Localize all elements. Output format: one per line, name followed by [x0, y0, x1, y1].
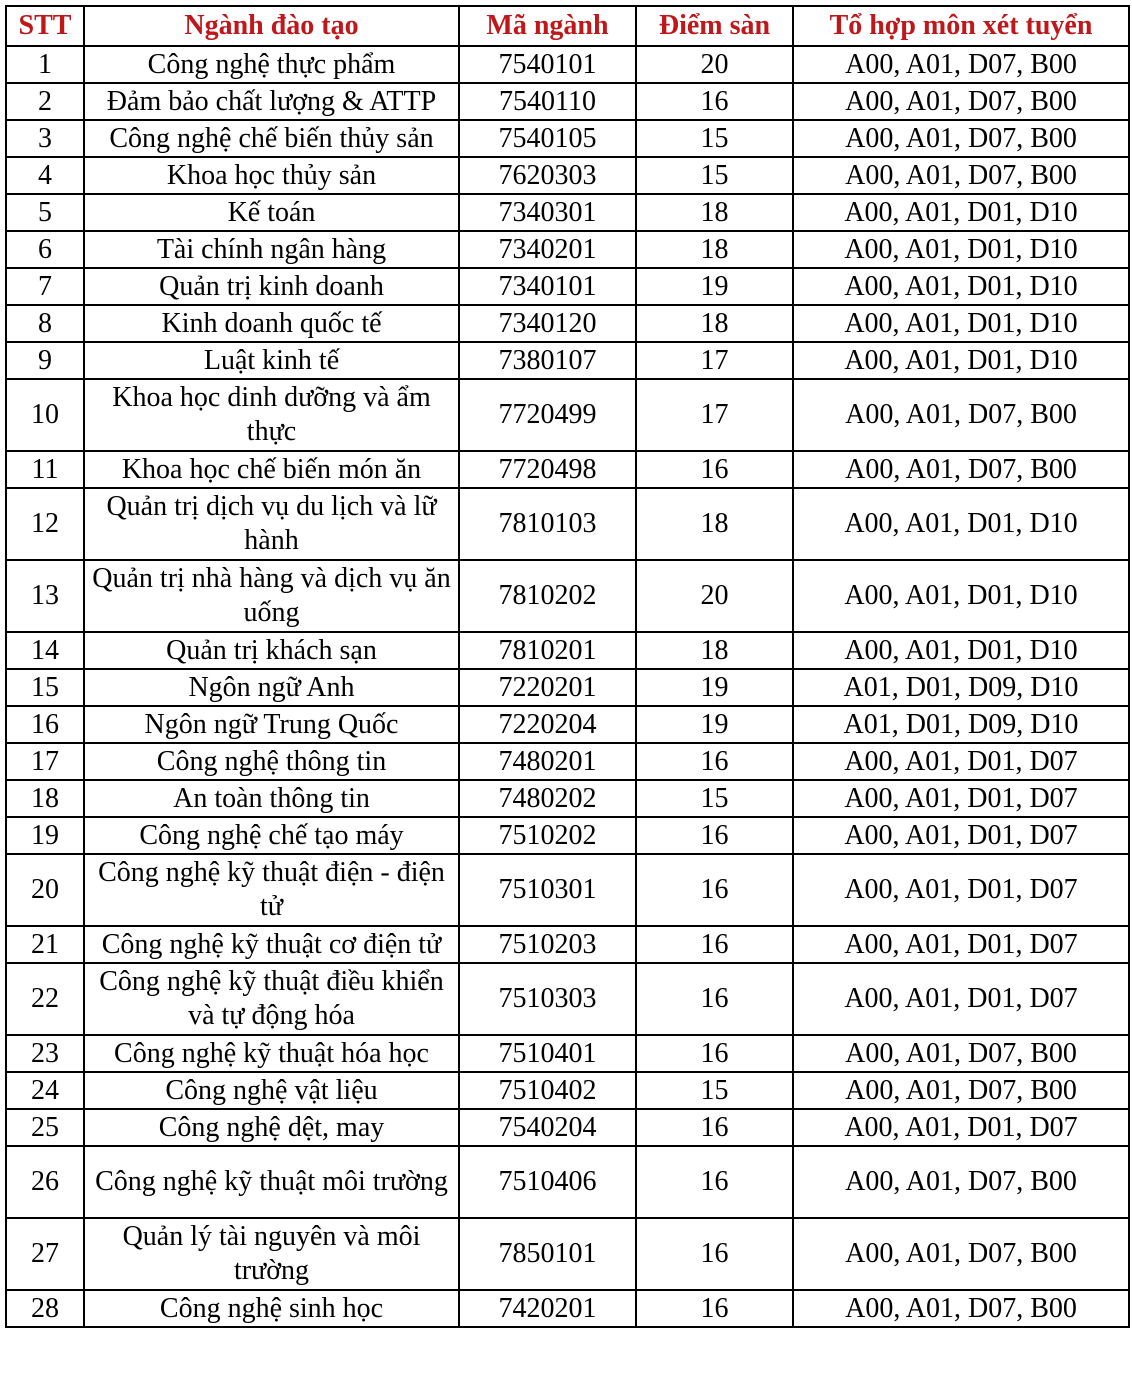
cell-subject-combo: A00, A01, D07, B00: [793, 157, 1129, 194]
cell-code: 7510401: [459, 1035, 636, 1072]
cell-major: Công nghệ sinh học: [84, 1290, 459, 1327]
cell-stt: 23: [6, 1035, 84, 1072]
cell-subject-combo: A00, A01, D01, D07: [793, 963, 1129, 1035]
cell-major: Quản trị nhà hàng và dịch vụ ăn uống: [84, 560, 459, 632]
cell-code: 7510402: [459, 1072, 636, 1109]
cell-stt: 16: [6, 706, 84, 743]
table-row: [6, 157, 1129, 194]
table-row: [6, 1109, 1129, 1146]
header-min-score: Điểm sàn: [636, 6, 793, 46]
table-row: [6, 706, 1129, 743]
cell-code: 7510301: [459, 854, 636, 926]
cell-min-score: 15: [636, 120, 793, 157]
cell-min-score: 16: [636, 83, 793, 120]
cell-min-score: 16: [636, 743, 793, 780]
cell-subject-combo: A00, A01, D07, B00: [793, 1072, 1129, 1109]
cell-code: 7220204: [459, 706, 636, 743]
cell-code: 7340201: [459, 231, 636, 268]
table-row: [6, 305, 1129, 342]
table-row: [6, 780, 1129, 817]
cell-subject-combo: A00, A01, D01, D07: [793, 854, 1129, 926]
cell-code: 7420201: [459, 1290, 636, 1327]
cell-code: 7540204: [459, 1109, 636, 1146]
cell-stt: 28: [6, 1290, 84, 1327]
table-row: [6, 342, 1129, 379]
table-row: [6, 1290, 1129, 1327]
table-row: [6, 854, 1129, 926]
cell-min-score: 16: [636, 1035, 793, 1072]
table-row: [6, 231, 1129, 268]
table-row: [6, 451, 1129, 488]
table-row: [6, 120, 1129, 157]
header-subject-combo: Tổ hợp môn xét tuyển: [793, 6, 1129, 46]
cell-min-score: 19: [636, 669, 793, 706]
cell-stt: 21: [6, 926, 84, 963]
cell-major: An toàn thông tin: [84, 780, 459, 817]
cell-major: Công nghệ dệt, may: [84, 1109, 459, 1146]
cell-min-score: 18: [636, 194, 793, 231]
table-row: [6, 963, 1129, 1035]
table-row: [6, 379, 1129, 451]
cell-code: 7620303: [459, 157, 636, 194]
cell-major: Quản trị kinh doanh: [84, 268, 459, 305]
cell-major: Công nghệ chế biến thủy sản: [84, 120, 459, 157]
cell-stt: 19: [6, 817, 84, 854]
cell-major: Quản lý tài nguyên và môi trường: [84, 1218, 459, 1290]
cell-min-score: 17: [636, 379, 793, 451]
cell-stt: 20: [6, 854, 84, 926]
header-major: Ngành đào tạo: [84, 6, 459, 46]
cell-code: 7510303: [459, 963, 636, 1035]
table-row: [6, 1146, 1129, 1218]
cell-min-score: 20: [636, 560, 793, 632]
cell-major: Tài chính ngân hàng: [84, 231, 459, 268]
cell-stt: 5: [6, 194, 84, 231]
cell-major: Kinh doanh quốc tế: [84, 305, 459, 342]
cell-min-score: 16: [636, 1146, 793, 1218]
cell-major: Công nghệ kỹ thuật cơ điện tử: [84, 926, 459, 963]
cell-major: Công nghệ kỹ thuật điều khiển và tự động hóa: [84, 963, 459, 1035]
cell-subject-combo: A00, A01, D01, D10: [793, 488, 1129, 560]
cell-code: 7540105: [459, 120, 636, 157]
cell-major: Luật kinh tế: [84, 342, 459, 379]
cell-min-score: 16: [636, 1290, 793, 1327]
cell-stt: 22: [6, 963, 84, 1035]
cell-min-score: 15: [636, 780, 793, 817]
cell-stt: 25: [6, 1109, 84, 1146]
cell-min-score: 16: [636, 963, 793, 1035]
cell-subject-combo: A00, A01, D07, B00: [793, 83, 1129, 120]
header-code: Mã ngành: [459, 6, 636, 46]
table-row: [6, 46, 1129, 83]
cell-major: Ngôn ngữ Trung Quốc: [84, 706, 459, 743]
cell-subject-combo: A00, A01, D07, B00: [793, 46, 1129, 83]
cell-min-score: 18: [636, 305, 793, 342]
cell-code: 7480202: [459, 780, 636, 817]
header-stt: STT: [6, 6, 84, 46]
cell-code: 7810103: [459, 488, 636, 560]
table-row: [6, 268, 1129, 305]
cell-min-score: 15: [636, 1072, 793, 1109]
cell-stt: 17: [6, 743, 84, 780]
table-row: [6, 632, 1129, 669]
cell-min-score: 17: [636, 342, 793, 379]
cell-code: 7510406: [459, 1146, 636, 1218]
admission-table: [5, 5, 1130, 1328]
table-row: [6, 817, 1129, 854]
cell-major: Công nghệ kỹ thuật điện - điện tử: [84, 854, 459, 926]
cell-major: Khoa học chế biến món ăn: [84, 451, 459, 488]
cell-subject-combo: A00, A01, D07, B00: [793, 1035, 1129, 1072]
cell-code: 7480201: [459, 743, 636, 780]
cell-code: 7850101: [459, 1218, 636, 1290]
cell-code: 7220201: [459, 669, 636, 706]
cell-code: 7720498: [459, 451, 636, 488]
cell-major: Công nghệ vật liệu: [84, 1072, 459, 1109]
cell-major: Quản trị dịch vụ du lịch và lữ hành: [84, 488, 459, 560]
table-row: [6, 194, 1129, 231]
cell-subject-combo: A00, A01, D01, D10: [793, 231, 1129, 268]
cell-stt: 3: [6, 120, 84, 157]
cell-stt: 11: [6, 451, 84, 488]
cell-subject-combo: A00, A01, D07, B00: [793, 120, 1129, 157]
cell-stt: 13: [6, 560, 84, 632]
cell-major: Công nghệ thực phẩm: [84, 46, 459, 83]
cell-subject-combo: A00, A01, D01, D07: [793, 780, 1129, 817]
cell-stt: 10: [6, 379, 84, 451]
table-row: [6, 488, 1129, 560]
table-row: [6, 743, 1129, 780]
table-body: [6, 46, 1129, 1327]
cell-code: 7340101: [459, 268, 636, 305]
cell-major: Quản trị khách sạn: [84, 632, 459, 669]
cell-min-score: 19: [636, 268, 793, 305]
cell-subject-combo: A00, A01, D01, D10: [793, 268, 1129, 305]
cell-stt: 4: [6, 157, 84, 194]
cell-stt: 7: [6, 268, 84, 305]
table-header-row: [6, 6, 1129, 46]
cell-code: 7340301: [459, 194, 636, 231]
cell-subject-combo: A00, A01, D01, D07: [793, 1109, 1129, 1146]
cell-stt: 8: [6, 305, 84, 342]
cell-subject-combo: A00, A01, D01, D10: [793, 194, 1129, 231]
cell-major: Công nghệ kỹ thuật hóa học: [84, 1035, 459, 1072]
cell-min-score: 16: [636, 817, 793, 854]
cell-subject-combo: A00, A01, D07, B00: [793, 451, 1129, 488]
table-row: [6, 926, 1129, 963]
cell-min-score: 19: [636, 706, 793, 743]
cell-min-score: 18: [636, 488, 793, 560]
cell-subject-combo: A01, D01, D09, D10: [793, 706, 1129, 743]
cell-stt: 9: [6, 342, 84, 379]
cell-subject-combo: A00, A01, D07, B00: [793, 1290, 1129, 1327]
table-row: [6, 1218, 1129, 1290]
table-row: [6, 1072, 1129, 1109]
cell-min-score: 16: [636, 854, 793, 926]
cell-major: Công nghệ chế tạo máy: [84, 817, 459, 854]
cell-stt: 18: [6, 780, 84, 817]
cell-min-score: 16: [636, 1109, 793, 1146]
cell-min-score: 16: [636, 926, 793, 963]
table-row: [6, 83, 1129, 120]
cell-stt: 24: [6, 1072, 84, 1109]
cell-stt: 26: [6, 1146, 84, 1218]
cell-stt: 14: [6, 632, 84, 669]
cell-min-score: 18: [636, 632, 793, 669]
cell-subject-combo: A00, A01, D01, D07: [793, 743, 1129, 780]
cell-major: Kế toán: [84, 194, 459, 231]
cell-major: Đảm bảo chất lượng & ATTP: [84, 83, 459, 120]
cell-subject-combo: A00, A01, D01, D10: [793, 632, 1129, 669]
cell-subject-combo: A00, A01, D07, B00: [793, 1146, 1129, 1218]
cell-min-score: 20: [636, 46, 793, 83]
cell-subject-combo: A00, A01, D01, D10: [793, 305, 1129, 342]
cell-code: 7380107: [459, 342, 636, 379]
cell-code: 7540110: [459, 83, 636, 120]
cell-major: Khoa học thủy sản: [84, 157, 459, 194]
cell-stt: 6: [6, 231, 84, 268]
cell-code: 7510202: [459, 817, 636, 854]
cell-code: 7340120: [459, 305, 636, 342]
cell-stt: 1: [6, 46, 84, 83]
cell-subject-combo: A00, A01, D07, B00: [793, 1218, 1129, 1290]
cell-min-score: 16: [636, 451, 793, 488]
cell-subject-combo: A00, A01, D01, D10: [793, 342, 1129, 379]
cell-code: 7510203: [459, 926, 636, 963]
cell-stt: 2: [6, 83, 84, 120]
cell-major: Công nghệ kỹ thuật môi trường: [84, 1146, 459, 1218]
cell-major: Công nghệ thông tin: [84, 743, 459, 780]
cell-stt: 27: [6, 1218, 84, 1290]
cell-subject-combo: A01, D01, D09, D10: [793, 669, 1129, 706]
cell-subject-combo: A00, A01, D01, D07: [793, 926, 1129, 963]
table-row: [6, 1035, 1129, 1072]
cell-min-score: 16: [636, 1218, 793, 1290]
table-row: [6, 669, 1129, 706]
cell-min-score: 18: [636, 231, 793, 268]
cell-min-score: 15: [636, 157, 793, 194]
cell-subject-combo: A00, A01, D01, D10: [793, 560, 1129, 632]
cell-subject-combo: A00, A01, D07, B00: [793, 379, 1129, 451]
cell-stt: 15: [6, 669, 84, 706]
cell-code: 7810202: [459, 560, 636, 632]
cell-major: Ngôn ngữ Anh: [84, 669, 459, 706]
cell-major: Khoa học dinh dưỡng và ẩm thực: [84, 379, 459, 451]
cell-subject-combo: A00, A01, D01, D07: [793, 817, 1129, 854]
cell-code: 7810201: [459, 632, 636, 669]
cell-code: 7540101: [459, 46, 636, 83]
cell-stt: 12: [6, 488, 84, 560]
table-row: [6, 560, 1129, 632]
cell-code: 7720499: [459, 379, 636, 451]
